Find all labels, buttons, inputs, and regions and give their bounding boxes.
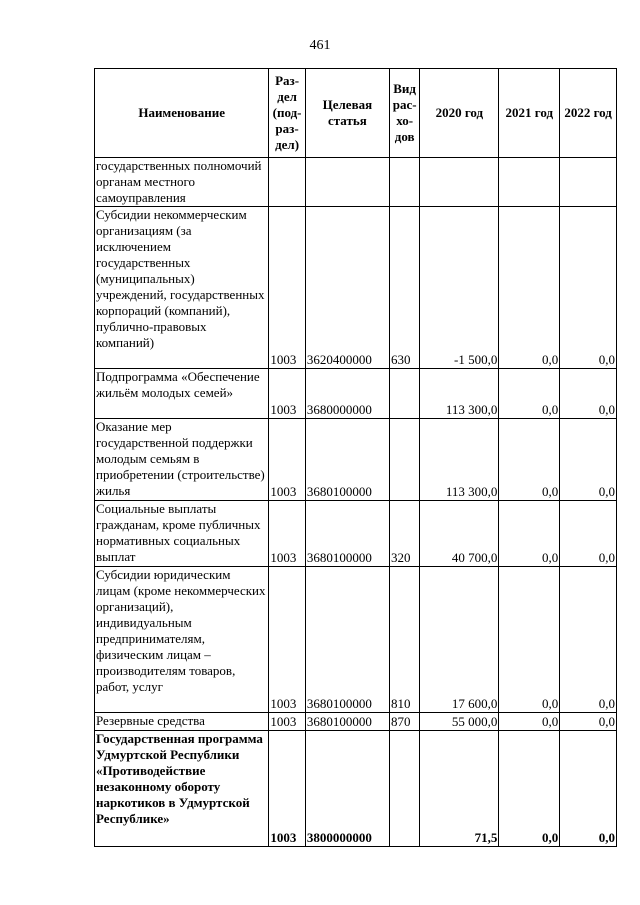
row-type [389,369,419,419]
table-row [95,731,617,847]
row-section: 1003 [269,567,305,713]
row-type [389,419,419,501]
row-target: 3800000000 [305,731,389,847]
row-type: 810 [389,567,419,713]
header-2022: 2022 год [560,69,617,158]
row-2021: 0,0 [499,207,560,369]
row-section: 1003 [269,369,305,419]
budget-table [94,68,617,847]
row-2022: 0,0 [560,567,617,713]
row-target: 3680100000 [305,713,389,731]
table-row [95,713,617,731]
page-number: 461 [309,38,331,53]
row-name: государственных полномочий органам местного самоуправления [95,158,269,207]
row-2020: -1 500,0 [420,207,499,369]
row-2021: 0,0 [499,501,560,567]
row-section [269,158,305,207]
row-name: Государственная программа Удмуртской Республики «Противодействие незаконному обороту наркотиков в Удмуртской Республике» [95,731,269,847]
row-target: 3680100000 [305,567,389,713]
row-2022: 0,0 [560,419,617,501]
row-type [389,731,419,847]
row-2022: 0,0 [560,731,617,847]
row-section: 1003 [269,207,305,369]
row-section: 1003 [269,419,305,501]
row-name: Подпрограмма «Обеспечение жильём молодых семей» [95,369,269,419]
header-type: Вид рас-хо-дов [389,69,419,158]
row-section: 1003 [269,501,305,567]
row-name: Субсидии юридическим лицам (кроме некоммерческих организаций), индивидуальным предпринимателям, физическим лицам – производителям товаров, работ, услуг [95,567,269,713]
row-2022: 0,0 [560,501,617,567]
row-target: 3680100000 [305,501,389,567]
table-row [95,207,617,369]
row-target: 3620400000 [305,207,389,369]
row-name: Резервные средства [95,713,269,731]
row-2021: 0,0 [499,713,560,731]
table-row [95,158,617,207]
row-target: 3680000000 [305,369,389,419]
row-2021 [499,158,560,207]
table-row [95,369,617,419]
table-row [95,419,617,501]
row-type: 630 [389,207,419,369]
row-2020: 55 000,0 [420,713,499,731]
header-section: Раз-дел (под-раз-дел) [269,69,305,158]
row-2020: 17 600,0 [420,567,499,713]
table-header-row [95,69,617,158]
table-row [95,567,617,713]
row-section: 1003 [269,713,305,731]
row-target [305,158,389,207]
row-name: Оказание мер государственной поддержки молодым семьям в приобретении (строительстве) жилья [95,419,269,501]
row-2022: 0,0 [560,207,617,369]
row-2020: 40 700,0 [420,501,499,567]
row-2021: 0,0 [499,419,560,501]
header-name: Наименование [95,69,269,158]
row-target: 3680100000 [305,419,389,501]
row-type [389,158,419,207]
row-name: Субсидии некоммерческим организациям (за исключением государственных (муниципальных) учреждений, государственных корпораций (компаний), публично-правовых компаний) [95,207,269,369]
row-2020 [420,158,499,207]
table-row [95,501,617,567]
row-2022 [560,158,617,207]
row-2021: 0,0 [499,369,560,419]
header-2020: 2020 год [420,69,499,158]
row-type: 870 [389,713,419,731]
row-2020: 113 300,0 [420,369,499,419]
row-2021: 0,0 [499,567,560,713]
row-type: 320 [389,501,419,567]
row-2022: 0,0 [560,713,617,731]
row-2020: 113 300,0 [420,419,499,501]
header-2021: 2021 год [499,69,560,158]
row-2021: 0,0 [499,731,560,847]
row-name: Социальные выплаты гражданам, кроме публичных нормативных социальных выплат [95,501,269,567]
row-2020: 71,5 [420,731,499,847]
row-2022: 0,0 [560,369,617,419]
header-target: Целевая статья [305,69,389,158]
row-section: 1003 [269,731,305,847]
